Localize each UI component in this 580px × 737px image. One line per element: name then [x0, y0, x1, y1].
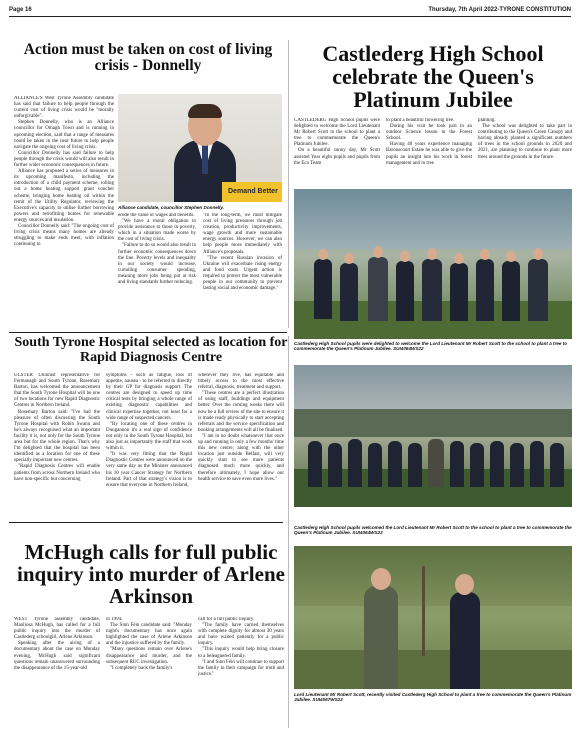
castlederg-column-2: to plant a beautiful flowering tree. During his visit he took part in an outdoor Science lesson in the Forest School. Having 40 years experience managing Baronscourt Estate he was able to give the pupils an insight into his work in forest management and in tree	[386, 118, 472, 166]
person-figure	[368, 257, 388, 321]
hospital-column-3: wherever they live, has equitable and timely access to the most effective referral, diagnosis, treatment and support. "These centres are a perfect illustration of using staff, buildings and equipment better. Over the coming weeks there will now be a full review of the site to ensure it is made ready physically to start accepting referrals and the service specification and booking arrangements will all be finalised. "I am in no doubt whatsoever that once up and running in only a few months' time this new centre, along with the other location just outside Belfast, will very quickly start to see more patients diagnosed much more quickly, and therefore ultimately, I hope allow our health service to save even more lives."	[198, 373, 284, 482]
person-figure	[450, 263, 468, 321]
person-figure	[502, 261, 520, 321]
person-figure	[388, 441, 402, 487]
person-head	[455, 574, 474, 595]
school-outdoor-photo	[294, 365, 572, 507]
person-head	[318, 249, 328, 260]
lord-lieutenant-figure	[364, 586, 398, 689]
section-rule	[9, 332, 287, 333]
person-figure	[314, 259, 332, 319]
person-figure	[396, 261, 414, 321]
section-rule	[9, 522, 283, 523]
page-header	[9, 4, 571, 16]
mchugh-column-3: call for a full public inquiry. "The family have carried themselves with complete dignity for almost 30 years and have waited patiently for a public inquiry. "This inquiry would help bring closure to a beleaguered family. "I and Sinn Féin will continue to support the family in their campaign for truth and justice."	[198, 617, 284, 677]
person-head	[480, 249, 490, 260]
photo-foliage	[294, 546, 572, 606]
photo-sky	[294, 365, 572, 409]
school-group-photo	[294, 189, 572, 339]
donnelly-column-2: erode the value of wages and benefits. "We have a moral obligation to provide assistance to those in poverty, which in a situation made worse by the cost of living crisis. "Failure to do so would also result in further economic consequences down the line. Poverty levels and inequality in our society would increase, curtailing consumer spending, meaning more jobs being put at risk and living standards further reducing.	[118, 213, 196, 286]
person-head	[454, 253, 464, 264]
person-figure	[510, 443, 524, 487]
headline-mchugh: McHugh calls for full public inquiry into murder of Arlene Arkinson	[17, 540, 285, 609]
hospital-column-1: ULSTER Unionist representative for Fermanagh and South Tyrone, Rosemary Barton, has welcomed the announcement that the South Tyrone Hospital will be one of two locations for new Rapid Diagnostic Centres in Northern Ireland. Rosemary Barton said: "I've had the pleasure of often discussing the South Tyrone Hospital with Robin Swann and he's always recognised what an important facility it is, not only for the South Tyrone area but for the whole region. That's why I'm delighted that the hospital has been identified as a location for one of these specially important new centres. "Rapid Diagnosis Centres will enable patients from across Northern Ireland who have non-specific but concerning	[14, 373, 100, 482]
person-head	[427, 248, 437, 260]
hospital-column-2: symptoms - such as fatigue, loss of appetite, nausea - to be referred to directly by their GP for diagnosis support. The centres are designed to speed up time critical tests by bringing a whole range of existing diagnostic capabilities and clinical expertise together, not least for a wide range of suspected cancers. "By locating one of these centres in Dungannon it's a real sign of confidence not only in the South Tyrone Hospital, but also just as importantly the staff that work within it. "It was very fitting that the Rapid Diagnostic Centres were announced on the very same day as the Minister announced his 10 year Cancer Strategy for Northern Ireland. Part of that strategy's vision is to ensure that everyone in Northern Ireland,	[106, 373, 192, 488]
person-head	[506, 251, 516, 262]
person-figure	[476, 259, 494, 321]
header-rule	[9, 16, 571, 17]
person-figure	[470, 443, 484, 487]
councillor-hair	[188, 104, 222, 118]
pupil-figure	[450, 592, 480, 689]
photo-sky	[294, 189, 572, 249]
school-photo-caption-2: Castlederg High School pupils welcomed the Lord Lieutenant Mr Robert Scott to the school to plant a tree to commemorate the Queen's Platinum Jubilee. SUI4064WS22	[294, 525, 572, 536]
photo-ground	[294, 650, 572, 689]
headline-hospital: South Tyrone Hospital selected as location for Rapid Diagnosis Centre	[14, 335, 288, 365]
person-head	[373, 246, 383, 258]
person-head	[400, 251, 410, 262]
person-figure	[530, 441, 544, 487]
person-figure	[422, 259, 442, 321]
castlederg-column-1: CASTLEDERG High School pupils were delighted to welcome the Lord Lieutenant Mr Robert Scott to the school to plant a tree to commemorate the Queen's Platinum Jubilee. On a beautiful sunny day, Mr Scott assisted Year eight pupils and pupils from the Eco Team	[294, 118, 380, 166]
person-figure	[428, 439, 444, 487]
person-head	[533, 248, 543, 260]
school-photo-caption-1: Castlederg High School pupils were delighted to welcome the Lord Lieutenant Mr Robert Scott to the school to plant a tree to commemorate the Queen's Platinum Jubilee. SUI4064WS22	[294, 341, 568, 352]
donnelly-column-3: "In the long-term, we must mitigate cost of living pressures through job creation, productivity improvements, wage growth and more sustainable energy sources. However, we can also help people more immediately with Alliance's proposals. "The recent Russian invasion of Ukraine will exacerbate rising energy and food costs. Urgent action is required to protect the most vulnerable people in our community to prevent lasting social and economic damage."	[203, 213, 282, 292]
person-head	[371, 568, 391, 590]
person-head	[344, 253, 354, 264]
tree-sapling	[422, 566, 425, 656]
photo-trees	[294, 409, 572, 437]
councillor-tie	[202, 144, 208, 174]
tree-planting-photo	[294, 546, 572, 689]
mchugh-column-2: in 1994. The Sinn Féin candidate said: "Monday night's documentary has once again highlighted the case of Arlene Arkinson and the injustice suffered by the family. "Many questions remain over Arlene's disappearance and murder, and the subsequent RUC investigation. "I completely back the family's	[106, 617, 192, 671]
column-divider	[288, 40, 289, 328]
headline-donnelly: Action must be taken on cost of living crisis - Donnelly	[23, 41, 273, 75]
person-figure	[368, 443, 382, 487]
demand-better-banner	[222, 182, 282, 202]
column-divider	[288, 336, 289, 728]
publication-date: Thursday, 7th April 2022-TYRONE CONSTITUTION	[428, 7, 571, 13]
person-figure	[550, 443, 564, 487]
donnelly-photo-caption: Alliance candidate, councillor Stephen Donnelly.	[118, 205, 225, 210]
mchugh-column-1: WEST Tyrone assembly candidate, Maolíosa McHugh, has called for a full public inquiry into the murder of Castlederg schoolgirl, Arlene Arkinson. Speaking after the airing of a documentary about the case on Monday evening, McHugh said significant questions remain unanswered surrounding the disappearance of the 15-year-old	[14, 617, 100, 671]
donnelly-column-1: ALLIANCE'S West Tyrone Assembly candidate has said that failure to help people through the current cost of living crisis would be "morally unforgivable". Stephen Donnelly, who is an Alliance councillor for Omagh Town and is running in upcoming election, said that a range of measures could be taken in the near future to help people navigate the ongoing cost of living crisis. Councillor Donnelly has said failure to help people through the crisis would will also result in further wider economic consequences in future. Alliance has proposed a series of measures in its upcoming manifesto, including the introduction of a child payment scheme, rolling out a home heating support grant voucher scheme, bringing home heating oil within the remit of the Utility Regulator, reviewing the Executive's capacity to utilise further borrowing powers and retrofitting homes for renewable energy sources and insulation. Councillor Donnelly said: "The ongoing cost of living crisis means many homes are already struggling to make ends meet, with inflation continuing to	[14, 96, 114, 248]
page-number: Page 16	[9, 7, 32, 13]
person-figure	[490, 441, 504, 487]
person-figure	[450, 441, 464, 487]
person-figure	[408, 443, 422, 487]
school-photo-caption-3: Lord Lieutenant Mr Robert Scott, recently visited Castlederg High School to plant a tree to commemorate the Queen's Platinum Jubilee. SUI4067WS22	[294, 692, 572, 703]
person-figure	[340, 263, 358, 321]
headline-castlederg: Castlederg High School celebrate the Queen's Platinum Jubilee	[322, 41, 544, 113]
banner-text: Demand Better	[228, 188, 278, 195]
castlederg-column-3: planting. The school was delighted to take part in contributing to the Queen's Green Canopy and having already planted a significant numbers of trees in the school grounds in 2020 and 2021, are planning to continue to plant more trees around the grounds in the future.	[478, 118, 572, 160]
person-figure	[348, 439, 362, 487]
person-figure	[308, 441, 322, 487]
person-figure	[528, 259, 548, 321]
person-figure	[328, 443, 342, 487]
councillor-photo	[118, 94, 282, 202]
